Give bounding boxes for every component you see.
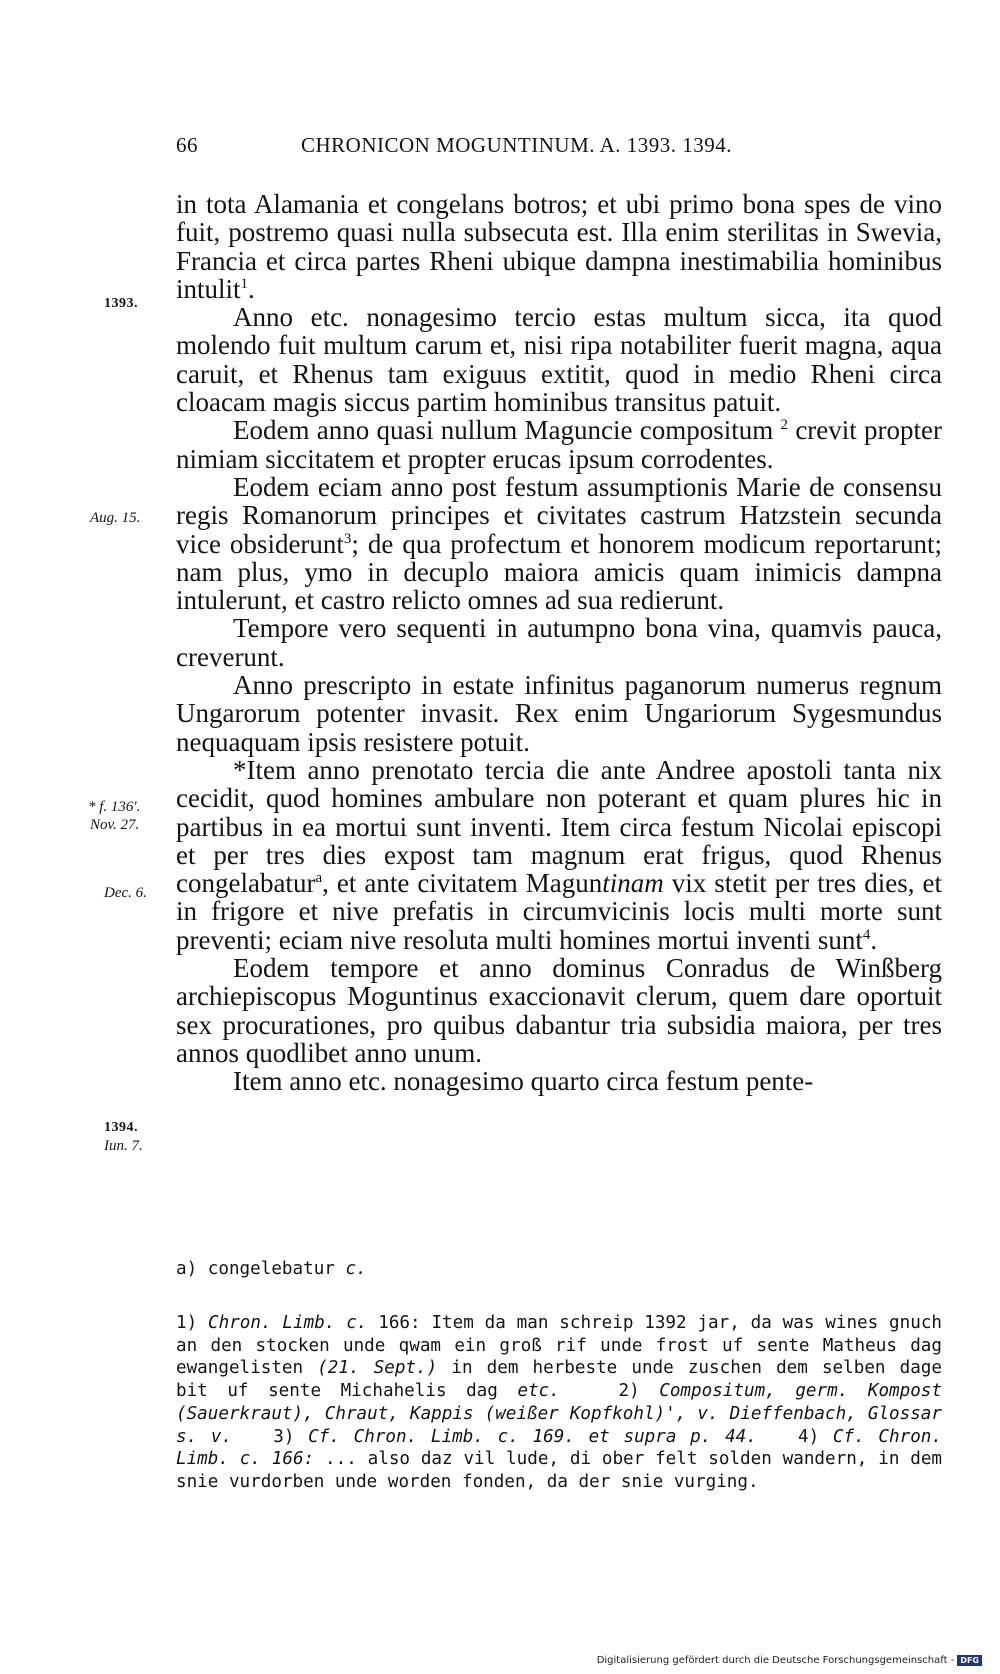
paragraph-7: *Item anno prenotato tercia die ante Andree apostoli tanta nix cecidit, quod homines ambulare non poterant et quam plures hic in partibus in ea mortui sunt inventi. Item circa festum Nicolai episcopi et per tres dies expost tam magnum erat frigus, quod Rhenus congelabatur$^a$, et ante civitatem Maguntinam vix stetit per tres dies, et in frigore et nive prefatis in circumvicinis locis multi morte sunt preventi; eciam nive resoluta multi homines mortui inventi sunt$^4$.: [176, 754, 943, 955]
footnote-4: 4) Cf. Chron. Limb. c. 166: ... also daz vil lude, di ober felt solden wandern, in dem snie vurdorben unde worden fonden, da der snie vurging.: [176, 1426, 943, 1492]
margin-date-aug15: Aug. 15.: [90, 510, 141, 526]
footnotes: [176, 1312, 942, 1494]
margin-year-1393: 1393.: [104, 296, 138, 311]
margin-folio: * f. 136'.: [88, 799, 141, 815]
footnote-ref: 3: [343, 530, 352, 547]
running-title: CHRONICON MOGUNTINUM. A. 1393. 1394.: [301, 133, 733, 157]
footnote-ref: 1: [240, 275, 249, 292]
footnote-3: 3) Cf. Chron. Limb. c. 169. et supra p. 44.: [273, 1426, 757, 1447]
paragraph-4: Eodem eciam anno post festum assumptionis Marie de consensu regis Romanorum principes et civitates castrum Hatzstein secunda vice obsiderunt$^3$; de qua profectum et honorem modicum reportarunt; nam plus, ymo in decuplo maiora amicis quam inimicis dampna intulerunt, et castro relicto omnes ad sua redierunt.: [176, 471, 942, 616]
textual-note: a) congelebatur c.: [176, 1259, 367, 1279]
paragraph-6: Anno prescripto in estate infinitus paganorum numerus regnum Ungarorum potenter invasit. Rex enim Ungariorum Sygesmundus nequaquam ipsis resistere potuit.: [176, 670, 942, 757]
paragraph-9: Item anno etc. nonagesimo quarto circa festum pente-: [233, 1066, 814, 1097]
footnote-ref: a: [315, 870, 323, 887]
footnote-2: 2) Compositum, germ. Kompost (Sauerkraut), Chraut, Kappis (weißer Kopfkohl)', v. Dieffenbach, Glossar s. v.: [176, 1381, 942, 1447]
chronicle-text: [176, 190, 942, 1096]
margin-date-dec6: Dec. 6.: [104, 885, 147, 901]
margin-year-1394: 1394.: [104, 1120, 138, 1135]
paragraph-2: Anno etc. nonagesimo tercio estas multum sicca, ita quod molendo fuit multum carum et, nisi ripa notabiliter fuerit magna, aqua caruit, et Rhenus tam exiguus extitit, quod in medio Rheni circa cloacam magis siccus partim hominibus transitus patuit.: [176, 302, 942, 418]
page-number: 66: [176, 133, 198, 157]
digitization-credit: Digitalisierung gefördert durch die Deutsche Forschungsgemeinschaft - DFG: [597, 1655, 982, 1666]
paragraph-5: Tempore vero sequenti in autumpno bona vina, quamvis pauca, creverunt.: [176, 613, 942, 672]
paragraph-8: Eodem tempore et anno dominus Conradus de Winßberg archiepiscopus Moguntinus exaccionavit clerum, quem dare oportuit sex procurationes, pro quibus dabantur tria subsidia maiora, per tres annos quodlibet anno unum.: [176, 953, 942, 1068]
footnote-ref: 4: [862, 926, 871, 943]
footnote-ref: 2: [780, 417, 789, 434]
margin-date-jun7: Iun. 7.: [104, 1138, 143, 1154]
margin-date-nov27: Nov. 27.: [90, 817, 140, 833]
dfg-logo: DFG: [957, 1655, 982, 1666]
paragraph-3: Eodem anno quasi nullum Maguncie compositum $^2$ crevit propter nimiam siccitatem et propter erucas ipsum corrodentes.: [176, 415, 943, 474]
paragraph-1: in tota Alamania et congelans botros; et ubi primo bona spes de vino fuit, postremo quasi nulla subsecuta est. Illa enim sterilitas in Swevia, Francia et circa partes Rheni ubique dampna inestimabilia hominibus intulit$^1$.: [176, 189, 942, 304]
footnote-1: 1) Chron. Limb. c. 166: Item da man schreip 1392 jar, da was wines gnuch an den stocken unde qwam ein groß rif unde frost uf sente Matheus dag ewangelisten (21. Sept.) in dem herbeste unde zuschen dem selben dage bit uf sente Michahelis dag etc.: [176, 1313, 943, 1402]
